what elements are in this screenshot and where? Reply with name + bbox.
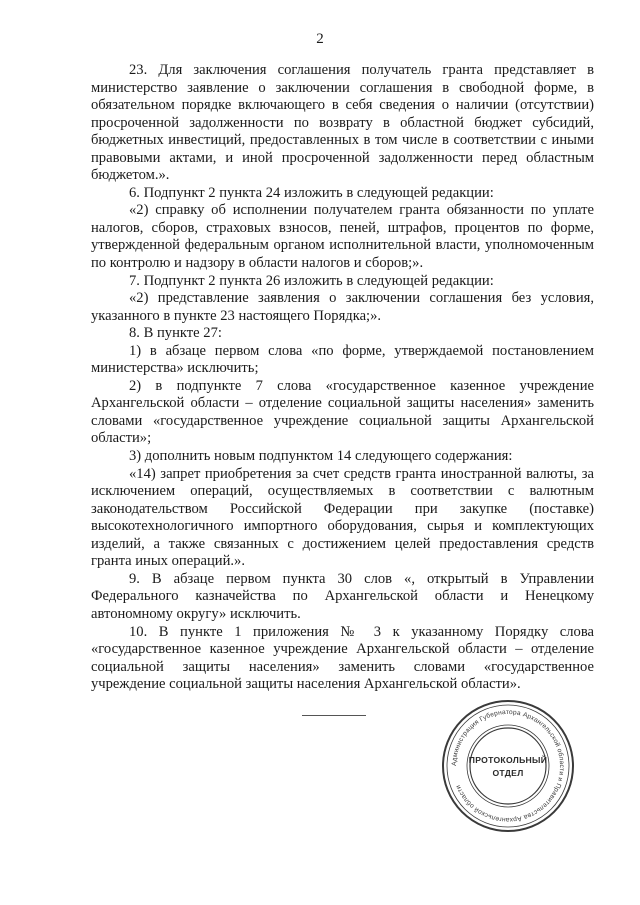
page-number: 2 [316, 31, 324, 47]
stamp-center-line-1: ПРОТОКОЛЬНЫЙ [468, 755, 548, 765]
official-stamp [440, 698, 576, 834]
paragraph-item-8: 8. В пункте 27: [129, 325, 222, 342]
document-body [91, 62, 594, 694]
paragraph-item-8-sub-2: 2) в подпункте 7 слова «государственное казенное учреждение Архангельской области – отделение социальной защиты населения» заменить словами «государственное учреждение социальной защиты Архангельской области»; [91, 377, 594, 447]
paragraph-item-6-text: «2) справку об исполнении получателем гранта обязанности по уплате налогов, сборов, страховых взносов, пеней, штрафов, процентов по форме, утвержденной федеральным органом исполнительной власти, уполномоченным по контролю и надзору в области налогов и сборов;». [91, 202, 594, 272]
stamp-seal-graphic [440, 698, 576, 834]
stamp-center-line-2: ОТДЕЛ [492, 768, 524, 778]
paragraph-23: 23. Для заключения соглашения получатель гранта представляет в министерство заявление о заключении соглашения в свободной форме, в обязательном порядке включающего в себя сведения о наличии (отсутствии) просроченной задолженности по возврату в областной бюджет субсидий, бюджетных инвестиций, предоставленных в том числе в соответствии с иными правовыми актами, и иной просроченной задолженности перед областным бюджетом.». [91, 62, 594, 184]
paragraph-item-8-sub-1: 1) в абзаце первом слова «по форме, утверждаемой постановлением министерства» исключить; [91, 342, 594, 377]
paragraph-item-8-sub-3: 3) дополнить новым подпунктом 14 следующего содержания: [129, 448, 513, 465]
svg-text:Администрация Губернатора Арха [451, 709, 565, 823]
paragraph-item-8-sub-14-text: «14) запрет приобретения за счет средств гранта иностранной валюты, за исключением операций, осуществляемых в соответствии с валютным законодательством Российской Федерации при закупке (поставке) высокотехнологичного импортного оборудования, сырья и комплектующих изделий, а также связанных с достижением целей предоставления средств гранта иных операций.». [91, 465, 594, 570]
paragraph-item-9: 9. В абзаце первом пункта 30 слов «, открытый в Управлении Федерального казначейства по Архангельской области и Ненецкому автономному округу» исключить. [91, 570, 594, 622]
paragraph-item-10: 10. В пункте 1 приложения № 3 к указанному Порядку слова «государственное казенное учреждение Архангельской области – отделение социальной защиты населения» заменить словами «государственное учреждение социальной защиты населения Архангельской области». [91, 623, 594, 693]
paragraph-item-6: 6. Подпункт 2 пункта 24 изложить в следующей редакции: [129, 184, 494, 201]
paragraph-item-7-text: «2) представление заявления о заключении соглашения без условия, указанного в пункте 23 настоящего Порядка;». [91, 290, 594, 324]
paragraph-item-7: 7. Подпункт 2 пункта 26 изложить в следующей редакции: [129, 272, 494, 289]
end-divider-line [302, 715, 366, 716]
stamp-ring-text: Администрация Губернатора Архангельской области и Правительства Архангельской области [450, 708, 566, 824]
